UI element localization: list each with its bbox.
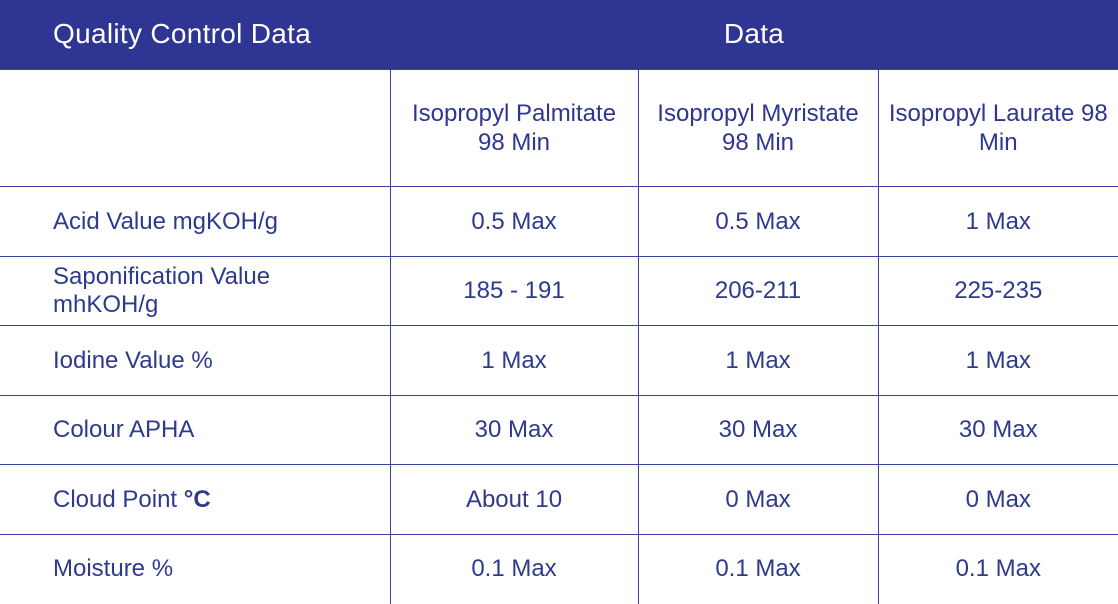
parameter-label bbox=[0, 256, 390, 326]
value-cell: 0 Max bbox=[638, 465, 878, 535]
parameter-unit: °C bbox=[183, 485, 211, 513]
value-cell: 0.1 Max bbox=[878, 534, 1118, 604]
product-isopropyl-myristate: Isopropyl Myristate 98 Min bbox=[638, 69, 878, 187]
parameter-label bbox=[0, 395, 390, 465]
parameter-name: Iodine Value % bbox=[53, 346, 213, 374]
table-row bbox=[0, 326, 1118, 396]
parameter-label bbox=[0, 187, 390, 257]
product-isopropyl-palmitate: Isopropyl Palmitate 98 Min bbox=[390, 69, 638, 187]
table-row bbox=[0, 465, 1118, 535]
table-row bbox=[0, 187, 1118, 257]
table-header-row bbox=[0, 0, 1118, 69]
parameter-label bbox=[0, 465, 390, 535]
table-row bbox=[0, 256, 1118, 326]
parameter-name: Colour APHA bbox=[53, 416, 195, 444]
parameter-name: Saponification Value mhKOH/g bbox=[53, 263, 271, 319]
parameter-name: Moisture % bbox=[53, 555, 174, 583]
parameter-name: Cloud Point bbox=[53, 485, 184, 513]
value-cell: 0.1 Max bbox=[390, 534, 638, 604]
parameter-label bbox=[0, 534, 390, 604]
product-isopropyl-laurate: Isopropyl Laurate 98 Min bbox=[878, 69, 1118, 187]
value-cell: 0.5 Max bbox=[638, 187, 878, 257]
value-cell: About 10 bbox=[390, 465, 638, 535]
value-cell: 185 - 191 bbox=[390, 256, 638, 326]
blank-header-cell bbox=[0, 69, 390, 187]
value-cell: 0 Max bbox=[878, 465, 1118, 535]
value-cell: 0.1 Max bbox=[638, 534, 878, 604]
value-cell: 30 Max bbox=[638, 395, 878, 465]
value-cell: 225-235 bbox=[878, 256, 1118, 326]
value-cell: 1 Max bbox=[878, 326, 1118, 396]
value-cell: 1 Max bbox=[638, 326, 878, 396]
table-row bbox=[0, 534, 1118, 604]
quality-control-title: Quality Control Data bbox=[0, 0, 390, 69]
parameter-label bbox=[0, 326, 390, 396]
value-cell: 206-211 bbox=[638, 256, 878, 326]
value-cell: 30 Max bbox=[390, 395, 638, 465]
parameter-name: Acid Value mgKOH/g bbox=[53, 207, 278, 235]
value-cell: 1 Max bbox=[390, 326, 638, 396]
data-title: Data bbox=[390, 0, 1118, 69]
value-cell: 30 Max bbox=[878, 395, 1118, 465]
product-header-row bbox=[0, 69, 1118, 187]
value-cell: 1 Max bbox=[878, 187, 1118, 257]
table-row bbox=[0, 395, 1118, 465]
value-cell: 0.5 Max bbox=[390, 187, 638, 257]
